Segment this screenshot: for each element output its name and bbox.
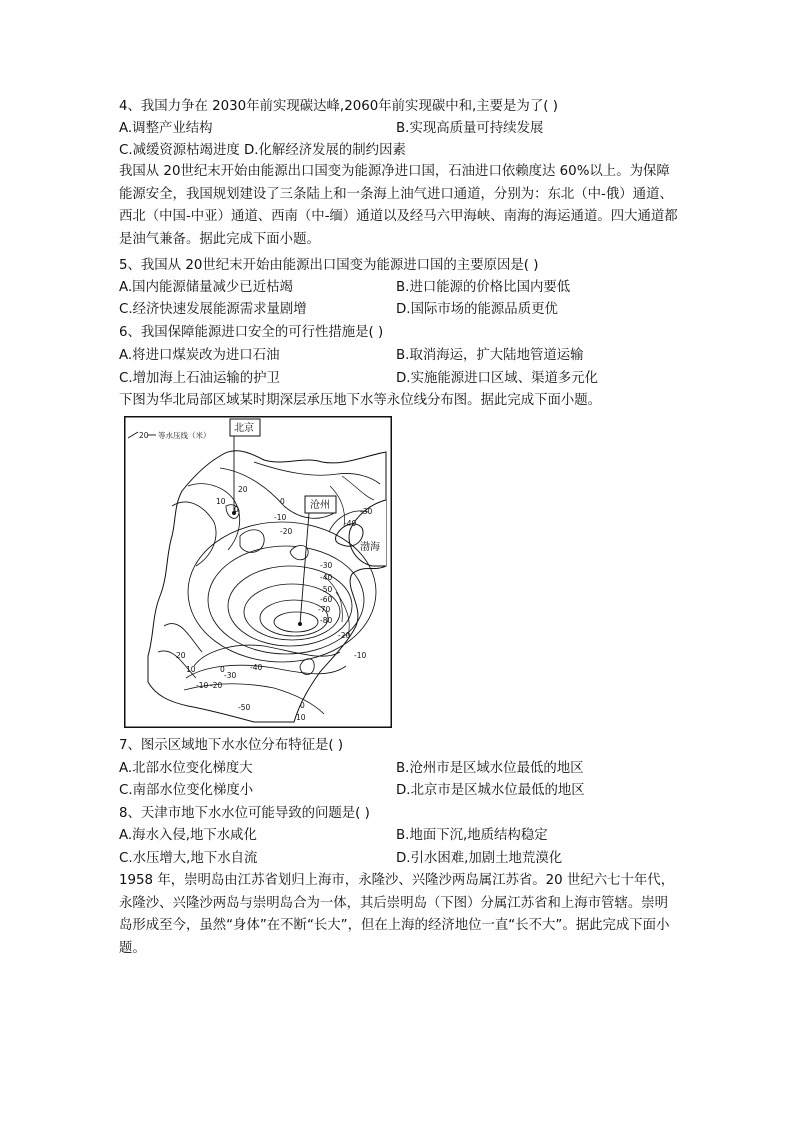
q8-option-b: B.地面下沉,地质结构稳定 bbox=[396, 828, 548, 843]
svg-text:0: 0 bbox=[234, 505, 239, 514]
svg-text:-10: -10 bbox=[274, 513, 287, 522]
svg-text:-30: -30 bbox=[320, 561, 333, 570]
svg-text:20: 20 bbox=[139, 431, 149, 440]
svg-text:-80: -80 bbox=[320, 616, 333, 625]
q8-stem: 8、天津市地下水水位可能导致的问题是( ) bbox=[119, 806, 370, 821]
svg-text:10: 10 bbox=[296, 713, 306, 722]
q6-option-b: B.取消海运，扩大陆地管道运输 bbox=[396, 348, 584, 363]
svg-text:北京: 北京 bbox=[234, 423, 254, 434]
svg-text:-10: -10 bbox=[354, 651, 367, 660]
svg-text:-30: -30 bbox=[224, 671, 237, 680]
q7-stem: 7、图示区域地下水水位分布特征是( ) bbox=[119, 738, 344, 753]
q6-option-d: D.实施能源进口区域、渠道多元化 bbox=[396, 371, 599, 386]
svg-text:-40: -40 bbox=[250, 663, 263, 672]
svg-text:-20: -20 bbox=[210, 681, 223, 690]
q6-option-a: A.将进口煤炭改为进口石油 bbox=[119, 348, 280, 363]
svg-text:10: 10 bbox=[216, 497, 226, 506]
q5-option-b: B.进口能源的价格比国内要低 bbox=[396, 280, 571, 295]
svg-text:0: 0 bbox=[300, 701, 305, 710]
svg-text:-20: -20 bbox=[280, 527, 293, 536]
q6-option-c: C.增加海上石油运输的护卫 bbox=[119, 371, 280, 386]
svg-text:10: 10 bbox=[186, 665, 196, 674]
map-legend bbox=[128, 430, 211, 440]
svg-text:沧州: 沧州 bbox=[310, 500, 330, 511]
figure-intro: 下图为华北局部区域某时期深层承压地下水等永位线分布图。据此完成下面小题。 bbox=[119, 393, 602, 408]
q4-options-cd: C.减缓资源枯竭进度 D.化解经济发展的制约因素 bbox=[119, 143, 406, 158]
q5-option-d: D.国际市场的能源品质更优 bbox=[396, 302, 558, 317]
svg-text:0: 0 bbox=[220, 665, 225, 674]
svg-text:-40: -40 bbox=[320, 573, 333, 582]
q8-option-d: D.引水困难,加剧土地荒漠化 bbox=[396, 851, 563, 866]
passage-energy: 我国从 20世纪末开始由能源出口国变为能源净进口国，石油进口依赖度达 60%以上。为保障能源安全，我国规划建设了三条陆上和一条海上油气进口通道，分别为：东北（中-俄）通道、西北（中国-中亚）通道、西南（中-缅）通道以及经马六甲海峡、南海的海运通道。四大通道都是油气兼备。据此完成下面小题。 bbox=[119, 164, 678, 247]
q4-option-a: A.调整产业结构 bbox=[119, 121, 213, 136]
bohai-label: 渤海 bbox=[360, 542, 380, 553]
q4-option-b: B.实现高质量可持续发展 bbox=[396, 121, 544, 136]
q8-option-c: C.水压增大,地下水自流 bbox=[119, 851, 258, 866]
svg-text:-10: -10 bbox=[196, 681, 209, 690]
svg-text:-30: -30 bbox=[360, 507, 373, 516]
passage-chongming: 1958 年，崇明岛由江苏省划归上海市，永隆沙、兴隆沙两岛属江苏省。20 世纪六七十年代，永隆沙、兴隆沙两岛与崇明岛合为一体，其后崇明岛（下图）分属江苏省和上海市管辖。崇明岛形成至今，虽然“身体”在不断“长大”，但在上海的经济地位一直“长不大”。据此完成下面小题。 bbox=[119, 873, 675, 956]
q5-option-c: C.经济快速发展能源需求量剧增 bbox=[119, 302, 307, 317]
svg-text:-50: -50 bbox=[320, 585, 333, 594]
q4-stem: 4、我国力争在 2030年前实现碳达峰,2060年前实现碳中和,主要是为了( ) bbox=[119, 99, 558, 114]
q8-option-a: A.海水入侵,地下水咸化 bbox=[119, 828, 257, 843]
svg-text:0: 0 bbox=[280, 497, 285, 506]
svg-text:-50: -50 bbox=[238, 703, 251, 712]
groundwater-contour-map bbox=[124, 416, 392, 728]
q7-option-a: A.北部水位变化梯度大 bbox=[119, 761, 253, 776]
svg-text:20: 20 bbox=[238, 485, 248, 494]
q5-option-a: A.国内能源储量减少已近枯竭 bbox=[119, 280, 293, 295]
q6-stem: 6、我国保障能源进口安全的可行性措施是( ) bbox=[119, 325, 384, 340]
svg-text:-60: -60 bbox=[320, 595, 333, 604]
q7-option-d: D.北京市是区城水位最低的地区 bbox=[396, 783, 585, 798]
svg-text:-20: -20 bbox=[338, 631, 351, 640]
svg-text:20: 20 bbox=[176, 651, 186, 660]
svg-text:等水压线（米）: 等水压线（米） bbox=[158, 431, 211, 440]
q5-stem: 5、我国从 20世纪末开始由能源出口国变为能源进口国的主要原因是( ) bbox=[119, 258, 539, 273]
svg-text:-40: -40 bbox=[344, 519, 357, 528]
q7-option-c: C.南部水位变化梯度小 bbox=[119, 783, 254, 798]
q7-option-b: B.沧州市是区域水位最低的地区 bbox=[396, 761, 584, 776]
svg-text:-70: -70 bbox=[318, 605, 331, 614]
